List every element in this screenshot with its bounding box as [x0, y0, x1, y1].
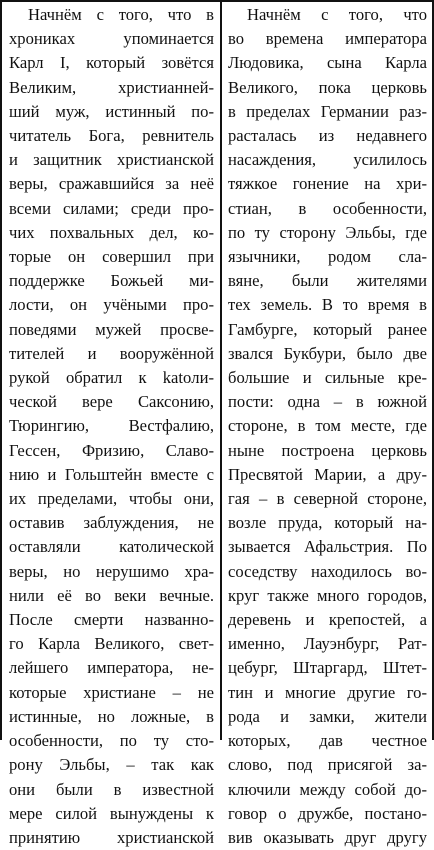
left-column-line: го Карла Великого, свет-: [9, 634, 214, 654]
left-column-line: они были в известной: [9, 779, 214, 799]
right-column-line: тин и многие другие го-: [228, 682, 427, 702]
left-column-line: чих похвальных дел, ко-: [9, 222, 214, 242]
left-column-line: которые христиане – не: [9, 682, 214, 702]
table-left-border: [0, 0, 2, 740]
left-column-line: лости, он учёными про-: [9, 295, 214, 315]
left-column-line: Тюрингию, Вестфалию,: [9, 416, 214, 436]
left-column-line: тителей и вооружённой: [9, 343, 214, 363]
left-column-line: Великим, христианней-: [9, 77, 214, 97]
left-column-line: оставив заблуждения, не: [9, 513, 214, 533]
left-column-line: их пределами, чтобы они,: [9, 489, 214, 509]
left-column-line: оставляли католической: [9, 537, 214, 557]
left-column-line: мере силой вынуждены к: [9, 803, 214, 823]
right-column-line: Гамбурге, который ранее: [228, 319, 427, 339]
left-column-line: истинные, но ложные, в: [9, 706, 214, 726]
right-column-line: рода и замки, жители: [228, 706, 427, 726]
right-column-line: Великого, пока церковь: [228, 77, 427, 97]
left-column-line: поддержке Божьей ми-: [9, 271, 214, 291]
left-column-line: ческой вере Саксонию,: [9, 392, 214, 412]
left-column-line: читатель Бога, ревнитель: [9, 126, 214, 146]
left-column-line: нию и Гольштейн вместе с: [9, 464, 214, 484]
left-column-line: Гессен, Фризию, Славо-: [9, 440, 214, 460]
right-column-line: слово, под присягой за-: [228, 755, 427, 775]
right-column-line: зывается Афальстрия. По: [228, 537, 427, 557]
right-column-line: Пресвятой Марии, а дру-: [228, 464, 427, 484]
right-column-line: ныне построена церковь: [228, 440, 427, 460]
right-column-line: стиан, в особенности,: [228, 198, 427, 218]
right-column-line: большие и сильные кре-: [228, 368, 427, 388]
right-column-line: вив оказывать друг другу: [228, 827, 427, 847]
left-column-line: принятию христианской: [9, 827, 214, 847]
right-column-line: пости: одна – в южной: [228, 392, 427, 412]
table-top-border: [0, 0, 434, 2]
right-column-line: Людовика, сына Карла: [228, 53, 427, 73]
right-column-line: во времена императора: [228, 29, 427, 49]
right-column-line: ключили между собой до-: [228, 779, 427, 799]
left-column-line: рону Эльбы, – так как: [9, 755, 214, 775]
left-column-line: Начнём с того, что в: [28, 5, 214, 24]
right-column-line: в пределах Германии раз-: [228, 101, 427, 121]
right-column-line: тех земель. В то время в: [228, 295, 427, 315]
left-column-line: поведями мужей просве-: [9, 319, 214, 339]
right-column-line: которых, дав честное: [228, 731, 427, 751]
right-column-line: насаждения, усилилось: [228, 150, 427, 170]
right-column-line: деревень и крепостей, а: [228, 610, 427, 630]
left-column-line: Карл I, который зовётся: [9, 53, 214, 73]
right-column-line: цебург, Штаргард, Штет-: [228, 658, 427, 678]
right-column-line: круг также много городов,: [228, 585, 427, 605]
right-column-line: соседству находилось во-: [228, 561, 427, 581]
left-column-line: и защитник христианской: [9, 150, 214, 170]
right-column-line: расталась из недавнего: [228, 126, 427, 146]
left-column-line: веры, но нерушимо хра-: [9, 561, 214, 581]
right-column-line: язычники, родом сла-: [228, 247, 427, 267]
right-column-line: тяжкое гонение на хри-: [228, 174, 427, 194]
right-column-line: гая – в северной стороне,: [228, 489, 427, 509]
right-column-text: [228, 3, 427, 850]
left-column-line: После смерти названно-: [9, 610, 214, 630]
right-column-line: возле пруда, который на-: [228, 513, 427, 533]
left-column-line: нили её во веки вечные.: [9, 585, 214, 605]
right-column-line: говор о дружбе, постано-: [228, 803, 427, 823]
right-column-line: стороне, в том месте, где: [228, 416, 427, 436]
left-column-line: веры, сражавшийся за неё: [9, 174, 214, 194]
left-column-text: [9, 3, 214, 850]
right-column-line: Начнём с того, что: [247, 5, 427, 24]
right-column-line: вяне, были жителями: [228, 271, 427, 291]
right-column-line: звался Букбури, было две: [228, 343, 427, 363]
left-column-line: лейшего императора, не-: [9, 658, 214, 678]
left-column-line: хрониках упоминается: [9, 29, 214, 49]
left-column-line: торые он совершил при: [9, 247, 214, 267]
left-column-line: ший муж, истинный по-: [9, 101, 214, 121]
left-column-line: всеми силами; среди про-: [9, 198, 214, 218]
right-column-line: именно, Лауэнбург, Рат-: [228, 634, 427, 654]
left-column-line: рукой обратил к katoли-: [9, 368, 214, 388]
column-divider: [220, 0, 222, 740]
right-column-line: по ту сторону Эльбы, где: [228, 222, 427, 242]
left-column-line: особенности, по ту сто-: [9, 731, 214, 751]
